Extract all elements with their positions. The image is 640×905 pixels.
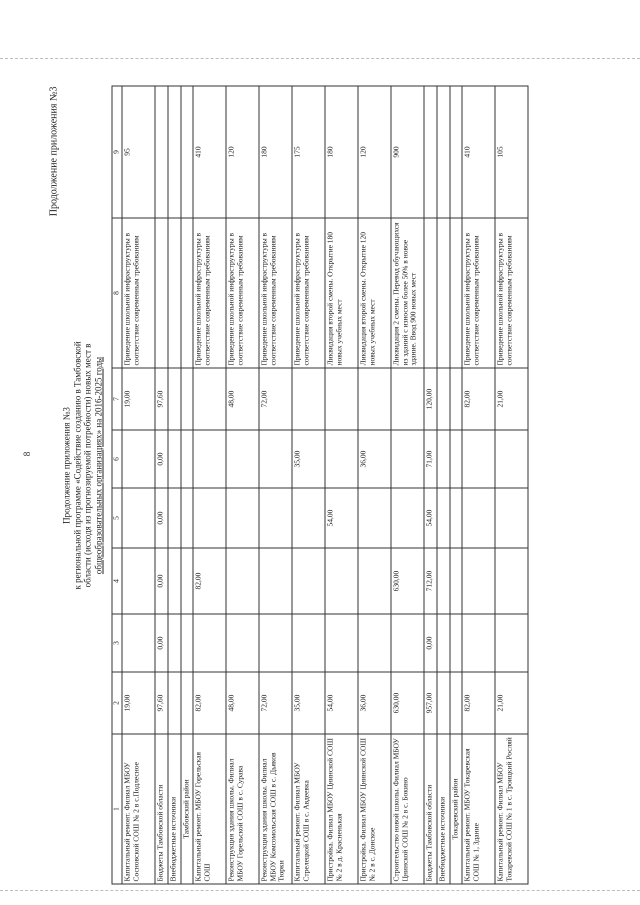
- table-cell: [181, 368, 193, 430]
- row-label: Внебюджетные источники: [168, 734, 181, 884]
- purpose-cell: Приведение школьной инфраструктуры в соответствие современным требованиям: [259, 218, 292, 368]
- value-cell: [168, 86, 181, 218]
- purpose-cell: [424, 218, 437, 368]
- value-cell: [292, 614, 325, 672]
- purpose-cell: [437, 218, 450, 368]
- table-cell: [181, 488, 193, 548]
- page-number: 8: [22, 451, 32, 457]
- purpose-cell: Приведение школьной инфраструктуры в соответствие современным требованиям: [462, 218, 495, 368]
- table-cell: [450, 548, 462, 614]
- value-cell: [437, 548, 450, 614]
- value-cell: 630,00: [391, 672, 424, 734]
- value-cell: 48,00: [226, 672, 259, 734]
- value-cell: [462, 614, 495, 672]
- district-name: Токаревский район: [450, 734, 462, 884]
- row-label: Капитальный ремонт. МБОУ Горельская СОШ: [193, 734, 226, 884]
- table-row: [358, 86, 391, 884]
- table-row: [122, 86, 155, 884]
- value-cell: [495, 548, 528, 614]
- value-cell: 71,00: [424, 430, 437, 488]
- row-label: Бюджеты Тамбовской области: [424, 734, 437, 884]
- value-cell: [437, 614, 450, 672]
- value-cell: 19,00: [122, 672, 155, 734]
- value-cell: [325, 430, 358, 488]
- funding-source-row: [424, 86, 437, 884]
- table-cell: [450, 614, 462, 672]
- row-label: Капитальный ремонт. Филиал МБОУ Сосновской СОШ № 2 в с.Подлесное: [122, 734, 155, 884]
- row-label: Реконструкция здания школы. Филиал МБОУ Комсомольская СОШ в с. Дьяков Тюрки: [259, 734, 292, 884]
- purpose-cell: Ликвидация второй смены. Открытие 120 новых учебных мест: [358, 218, 391, 368]
- purpose-cell: Приведение школьной инфраструктуры в соответствие современным требованиям: [292, 218, 325, 368]
- value-cell: 82,00: [193, 548, 226, 614]
- value-cell: [193, 368, 226, 430]
- value-cell: [122, 548, 155, 614]
- value-cell: [122, 488, 155, 548]
- value-cell: 712,00: [424, 548, 437, 614]
- value-cell: [193, 614, 226, 672]
- value-cell: [259, 488, 292, 548]
- funding-source-row: [168, 86, 181, 884]
- table-cell: [450, 368, 462, 430]
- column-header: 4: [112, 548, 122, 614]
- value-cell: [292, 548, 325, 614]
- value-cell: [122, 614, 155, 672]
- places-table: [112, 85, 529, 884]
- value-cell: [437, 430, 450, 488]
- row-label: Пристройка. Филиал МБОУ Цнинской СОШ № 2 в с. Донское: [358, 734, 391, 884]
- heading-line: к региональной программе «Содействие созданию в Тамбовской: [72, 340, 82, 590]
- value-cell: 54,00: [325, 672, 358, 734]
- value-cell: 21,00: [495, 672, 528, 734]
- value-cell: [155, 86, 168, 218]
- row-label: Капитальный ремонт. Филиал МБОУ Стрелецкой СОШ в с. Авдеевка: [292, 734, 325, 884]
- value-cell: 900: [391, 86, 424, 218]
- value-cell: 36,00: [358, 672, 391, 734]
- value-cell: [358, 614, 391, 672]
- district-row: [181, 86, 193, 884]
- table-row: [391, 86, 424, 884]
- value-cell: 105: [495, 86, 528, 218]
- purpose-cell: Ликвидация второй смены. Открытие 180 новых учебных мест: [325, 218, 358, 368]
- funding-source-row: [155, 86, 168, 884]
- heading-line: Продолжение приложения №3: [61, 406, 72, 524]
- value-cell: [325, 368, 358, 430]
- value-cell: 180: [325, 86, 358, 218]
- district-row: [450, 86, 462, 884]
- value-cell: [391, 368, 424, 430]
- row-label: Строительство новой школы. Филиал МБОУ Цнинской СОШ № 2 в с. Бокино: [391, 734, 424, 884]
- value-cell: [168, 430, 181, 488]
- value-cell: [325, 614, 358, 672]
- value-cell: [226, 614, 259, 672]
- value-cell: [358, 548, 391, 614]
- purpose-cell: Приведение школьной инфраструктуры в соответствие современным требованиям: [495, 218, 528, 368]
- value-cell: 48,00: [226, 368, 259, 430]
- column-header: 5: [112, 488, 122, 548]
- value-cell: [391, 430, 424, 488]
- purpose-cell: Приведение школьной инфраструктуры в соответствие современным требованиям: [122, 218, 155, 368]
- row-label: Бюджеты Тамбовской области: [155, 734, 168, 884]
- value-cell: 0,00: [155, 548, 168, 614]
- value-cell: 72,00: [259, 368, 292, 430]
- table-cell: [181, 548, 193, 614]
- value-cell: [437, 672, 450, 734]
- table-row: [495, 86, 528, 884]
- value-cell: 95: [122, 86, 155, 218]
- value-cell: [437, 86, 450, 218]
- table-row: [462, 86, 495, 884]
- document-sheet: [48, 64, 593, 884]
- purpose-cell: Приведение школьной инфраструктуры в соответствие современным требованиям: [226, 218, 259, 368]
- column-header: 6: [112, 430, 122, 488]
- value-cell: [292, 488, 325, 548]
- heading-line: общеобразовательных организациях» на 2016-2025 годы: [93, 356, 103, 574]
- column-header: 2: [112, 672, 122, 734]
- table-cell: [181, 672, 193, 734]
- value-cell: [462, 430, 495, 488]
- value-cell: [259, 430, 292, 488]
- table-cell: [181, 614, 193, 672]
- row-label: Капитальный ремонт. Филиал МБОУ Токаревской СОШ № 1 в с. Троицкий Росляй: [495, 734, 528, 884]
- value-cell: 21,00: [495, 368, 528, 430]
- value-cell: [495, 488, 528, 548]
- value-cell: [168, 614, 181, 672]
- column-header: 3: [112, 614, 122, 672]
- value-cell: 82,00: [462, 672, 495, 734]
- value-cell: [358, 488, 391, 548]
- table-cell: [181, 430, 193, 488]
- value-cell: [495, 430, 528, 488]
- table-row: [193, 86, 226, 884]
- value-cell: 120: [226, 86, 259, 218]
- value-cell: 180: [259, 86, 292, 218]
- value-cell: 630,00: [391, 548, 424, 614]
- document-heading: [62, 86, 104, 844]
- value-cell: [424, 86, 437, 218]
- district-name: Тамбовский район: [181, 734, 193, 884]
- value-cell: [168, 488, 181, 548]
- value-cell: [358, 368, 391, 430]
- value-cell: 97,60: [155, 368, 168, 430]
- value-cell: 120: [358, 86, 391, 218]
- value-cell: 957,00: [424, 672, 437, 734]
- heading-line: области (исходя из прогнозируемой потребности) новых мест в: [82, 343, 93, 587]
- value-cell: [259, 614, 292, 672]
- table-header-row: [112, 86, 122, 884]
- value-cell: 82,00: [462, 368, 495, 430]
- purpose-cell: Ликвидация 2 смены. Перевод обучающихся из зданий с износом более 50% в новое здание. Ввод 900 новых мест: [391, 218, 424, 368]
- purpose-cell: Приведение школьной инфраструктуры в соответствие современным требованиям: [193, 218, 226, 368]
- value-cell: 35,00: [292, 430, 325, 488]
- scan-border-bottom: [0, 890, 640, 891]
- table-cell: [181, 86, 193, 218]
- funding-source-row: [437, 86, 450, 884]
- value-cell: [462, 488, 495, 548]
- table-cell: [450, 218, 462, 368]
- value-cell: 0,00: [155, 430, 168, 488]
- table-row: [292, 86, 325, 884]
- row-label: Пристройка. Филиал МБОУ Цнинской СОШ № 2 в д. Красненькая: [325, 734, 358, 884]
- value-cell: [226, 430, 259, 488]
- value-cell: [462, 548, 495, 614]
- value-cell: [495, 614, 528, 672]
- value-cell: [325, 548, 358, 614]
- value-cell: [259, 548, 292, 614]
- column-header: 8: [112, 218, 122, 368]
- row-label: Реконструкция здания школы. Филиал МБОУ Горельской СОШ в с. Сурава: [226, 734, 259, 884]
- value-cell: [122, 430, 155, 488]
- table-body: [122, 86, 528, 884]
- value-cell: [193, 488, 226, 548]
- value-cell: 410: [462, 86, 495, 218]
- table-row: [259, 86, 292, 884]
- value-cell: [168, 548, 181, 614]
- value-cell: 410: [193, 86, 226, 218]
- table-cell: [450, 430, 462, 488]
- table-cell: [450, 488, 462, 548]
- row-label: Капитальный ремонт. МБОУ Токаревская СОШ № 1, Здание: [462, 734, 495, 884]
- table-cell: [450, 672, 462, 734]
- value-cell: [168, 672, 181, 734]
- value-cell: 97,60: [155, 672, 168, 734]
- value-cell: 120,00: [424, 368, 437, 430]
- table-cell: [181, 218, 193, 368]
- value-cell: 0,00: [424, 614, 437, 672]
- value-cell: [391, 488, 424, 548]
- row-label: Внебюджетные источники: [437, 734, 450, 884]
- value-cell: [391, 614, 424, 672]
- value-cell: 0,00: [155, 488, 168, 548]
- value-cell: [437, 368, 450, 430]
- value-cell: 54,00: [424, 488, 437, 548]
- value-cell: 35,00: [292, 672, 325, 734]
- column-header: 9: [112, 86, 122, 218]
- value-cell: [226, 488, 259, 548]
- purpose-cell: [155, 218, 168, 368]
- value-cell: 19,00: [122, 368, 155, 430]
- value-cell: [437, 488, 450, 548]
- value-cell: 72,00: [259, 672, 292, 734]
- value-cell: 54,00: [325, 488, 358, 548]
- value-cell: 82,00: [193, 672, 226, 734]
- value-cell: 36,00: [358, 430, 391, 488]
- table-row: [226, 86, 259, 884]
- column-header: 7: [112, 368, 122, 430]
- table-row: [325, 86, 358, 884]
- value-cell: [193, 430, 226, 488]
- scan-border-top: [0, 58, 640, 59]
- appendix-label: Продолжение приложения №3: [48, 86, 60, 216]
- value-cell: [168, 368, 181, 430]
- column-header: 1: [112, 734, 122, 884]
- value-cell: [292, 368, 325, 430]
- table-cell: [450, 86, 462, 218]
- purpose-cell: [168, 218, 181, 368]
- value-cell: 175: [292, 86, 325, 218]
- value-cell: [226, 548, 259, 614]
- value-cell: 0,00: [155, 614, 168, 672]
